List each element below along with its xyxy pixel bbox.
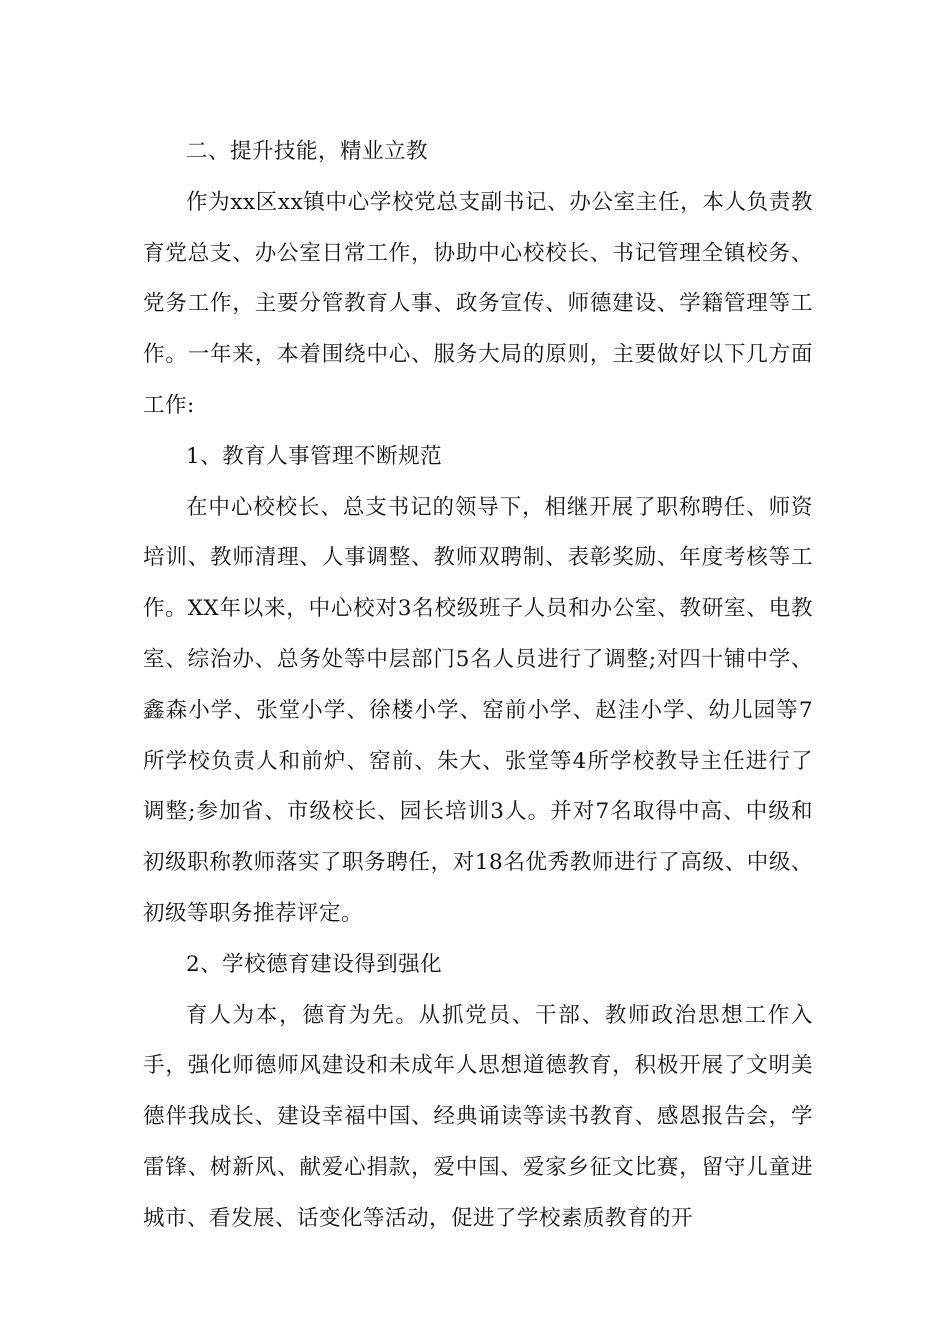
intro-paragraph: 作为xx区xx镇中心学校党总支副书记、办公室主任，本人负责教育党总支、办公室日常工作，协助中心校校长、书记管理全镇校务、党务工作，主要分管教育人事、政务宣传、师德建设、学籍管理等工作。一年来，本着围绕中心、服务大局的原则，主要做好以下几方面工作:: [143, 189, 813, 418]
document-body: [143, 127, 813, 1245]
subsection-1-paragraph: 在中心校校长、总支书记的领导下，相继开展了职称聘任、师资培训、教师清理、人事调整、教师双聘制、表彰奖励、年度考核等工作。XX年以来，中心校对3名校级班子人员和办公室、教研室、电教室、综治办、总务处等中层部门5名人员进行了调整;对四十铺中学、鑫森小学、张堂小学、徐楼小学、窑前小学、赵洼小学、幼儿园等7所学校负责人和前炉、窑前、朱大、张堂等4所学校教导主任进行了调整;参加省、市级校长、园长培训3人。并对7名取得中高、中级和初级职称教师落实了职务聘任，对18名优秀教师进行了高级、中级、初级等职务推荐评定。: [143, 494, 813, 926]
section-heading: 二、提升技能，精业立教: [186, 139, 429, 164]
subsection-2-paragraph: 育人为本，德育为先。从抓党员、干部、教师政治思想工作入手，强化师德师风建设和未成年人思想道德教育，积极开展了文明美德伴我成长、建设幸福中国、经典诵读等读书教育、感恩报告会，学雷锋、树新风、献爱心捐款，爱中国、爱家乡征文比赛，留守儿童进城市、看发展、话变化等活动，促进了学校素质教育的开: [143, 1002, 813, 1231]
subsection-2-heading: 2、学校德育建设得到强化: [186, 951, 443, 977]
subsection-1-heading: 1、教育人事管理不断规范: [186, 443, 443, 469]
